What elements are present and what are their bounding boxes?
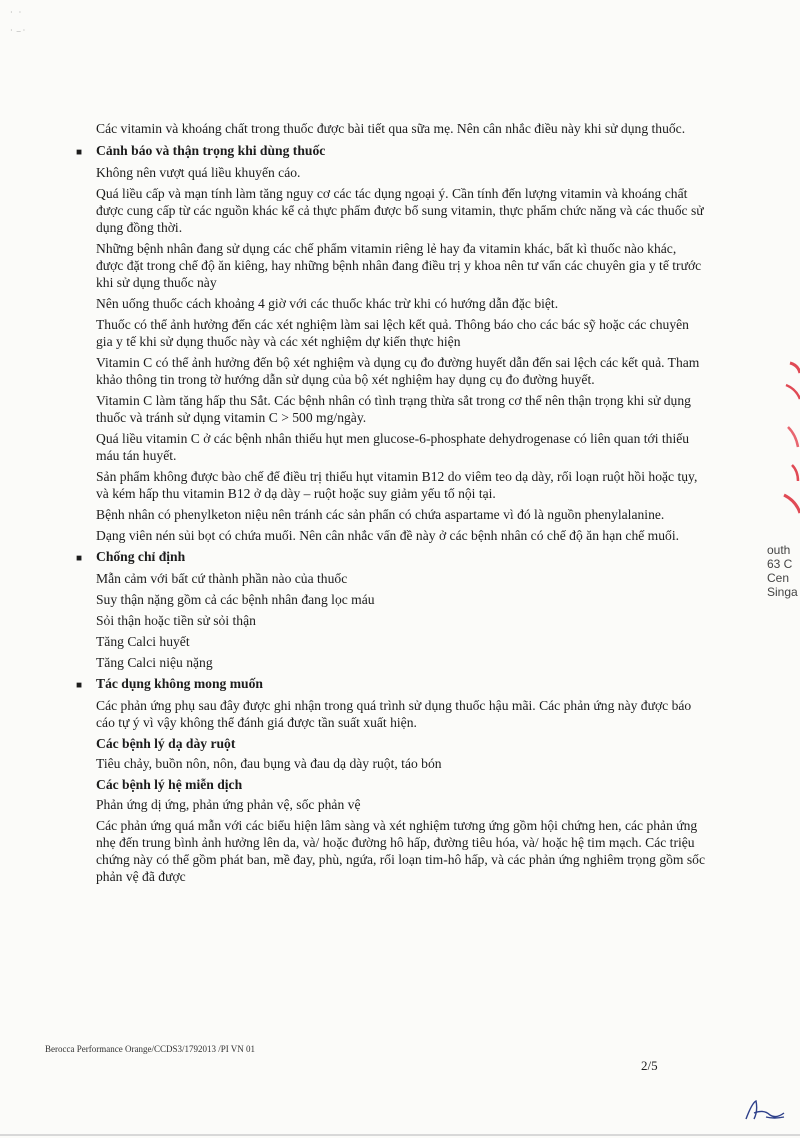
warning-item: Những bệnh nhân đang sử dụng các chế phẩm vitamin riêng lẻ hay đa vitamin khác, bất kì thuốc nào khác, được đặt trong chế độ ăn kiêng, hay những bệnh nhân đang điều trị y khoa nên tư vấn các chuyên gia y tế trước khi sử dụng thuốc này: [96, 241, 702, 290]
warning-item: Không nên vượt quá liều khuyến cáo.: [96, 165, 301, 180]
scan-corner-marks: · · · – ·: [10, 8, 26, 35]
intro-paragraph: Các vitamin và khoáng chất trong thuốc được bài tiết qua sữa mẹ. Nên cân nhắc điều này khi sử dụng thuốc.: [96, 121, 686, 136]
bullet-icon: ■: [76, 147, 83, 158]
red-stamp-fragment: [770, 355, 800, 535]
contraindication-item: Tăng Calci niệu nặng: [96, 655, 213, 670]
immune-effects-text: Phản ứng dị ứng, phản ứng phản vệ, sốc phản vệ: [96, 797, 361, 812]
section-heading-contraindications: [76, 548, 706, 567]
subheading-gi: Các bệnh lý dạ dày ruột: [96, 736, 236, 751]
warning-item: Sản phẩm không được bào chế để điều trị thiếu hụt vitamin B12 do viêm teo dạ dày, rối loạn ruột hồi hoặc tụy, và kém hấp thu vitamin B12 ở dạ dày – ruột hoặc suy giảm yếu tố nội tại.: [96, 469, 698, 501]
subheading-immune: Các bệnh lý hệ miễn dịch: [96, 777, 243, 792]
contraindication-item: Tăng Calci huyết: [96, 634, 190, 649]
section-heading-side-effects: [76, 675, 706, 694]
warning-item: Quá liều vitamin C ở các bệnh nhân thiếu hụt men glucose-6-phosphate dehydrogenase có liên quan tới thiếu máu tán huyết.: [96, 431, 690, 463]
side-effects-intro: Các phản ứng phụ sau đây được ghi nhận trong quá trình sử dụng thuốc hậu mãi. Các phản ứng này được báo cáo tự ý vì vậy không thể đánh giá được tần suất xuất hiện.: [96, 698, 692, 730]
section-title: Chống chỉ định: [96, 549, 186, 564]
signature-initials: [740, 1095, 790, 1125]
warning-item: Nên uống thuốc cách khoảng 4 giờ với các thuốc khác trừ khi có hướng dẫn đặc biệt.: [96, 296, 559, 311]
immune-effects-text: Các phản ứng quá mẫn với các biểu hiện lâm sàng và xét nghiệm tương ứng gồm hội chứng hen, các phản ứng nhẹ đến trung bình ảnh hưởng lên da, và/ hoặc đường hô hấp, đường tiêu hóa, và/ hoặc hệ tim mạch. Các triệu chứng này có thể gồm phát ban, mề đay, phù, ngứa, rối loạn tim-hô hấp, và các phản ứng nghiêm trọng gồm sốc phản vệ đã được: [96, 818, 706, 884]
contraindication-item: Suy thận nặng gồm cả các bệnh nhân đang lọc máu: [96, 592, 375, 607]
warning-item: Vitamin C làm tăng hấp thu Sắt. Các bệnh nhân có tình trạng thừa sắt trong cơ thể nên thận trọng khi sử dụng thuốc và tránh sử dụng vitamin C > 500 mg/ngày.: [96, 393, 691, 425]
contraindication-item: Mẫn cảm với bất cứ thành phần nào của thuốc: [96, 571, 348, 586]
contraindication-item: Sỏi thận hoặc tiền sử sỏi thận: [96, 613, 256, 628]
scan-edge-line: [0, 1134, 800, 1136]
warning-item: Vitamin C có thể ảnh hưởng đến bộ xét nghiệm và dụng cụ đo đường huyết dẫn đến sai lệch các kết quả. Tham khảo thông tin trong tờ hướng dẫn sử dụng của bộ xét nghiệm hay dụng cụ đo đường huyết.: [96, 355, 700, 387]
warning-item: Bệnh nhân có phenylketon niệu nên tránh các sản phẩn có chứa aspartame vì đó là nguồn phenylalanine.: [96, 507, 665, 522]
warning-item: Dạng viên nén sủi bọt có chứa muối. Nên cân nhắc vấn đề này ở các bệnh nhân có chế độ ăn hạn chế muối.: [96, 528, 680, 543]
section-heading-warnings: [76, 142, 706, 161]
page-number: 2/5: [641, 1058, 658, 1073]
document-body: [76, 120, 706, 889]
gi-effects-text: Tiêu chảy, buồn nôn, nôn, đau bụng và đau dạ dày ruột, táo bón: [96, 756, 442, 771]
document-footer: Berocca Performance Orange/CCDS3/1792013 /PI VN 01: [45, 1044, 256, 1054]
warning-item: Thuốc có thể ảnh hưởng đến các xét nghiệm làm sai lệch kết quả. Thông báo cho các bác sỹ hoặc các chuyên gia y tế khi sử dụng thuốc này và các xét nghiệm dự kiến thực hiện: [96, 317, 689, 349]
section-title: Tác dụng không mong muốn: [96, 676, 263, 691]
section-title: Cảnh báo và thận trọng khi dùng thuốc: [96, 143, 326, 158]
bullet-icon: ■: [76, 553, 83, 564]
bullet-icon: ■: [76, 680, 83, 691]
side-stamp-text: outh 63 C Cen Singa: [767, 543, 798, 599]
warning-item: Quá liều cấp và mạn tính làm tăng nguy cơ các tác dụng ngoại ý. Cần tính đến lượng vitamin và khoáng chất được cung cấp từ các nguồn khác kể cả thực phẩm được bổ sung vitamin, thực phẩm chức năng và các thuốc sử dụng đồng thời.: [96, 186, 704, 235]
